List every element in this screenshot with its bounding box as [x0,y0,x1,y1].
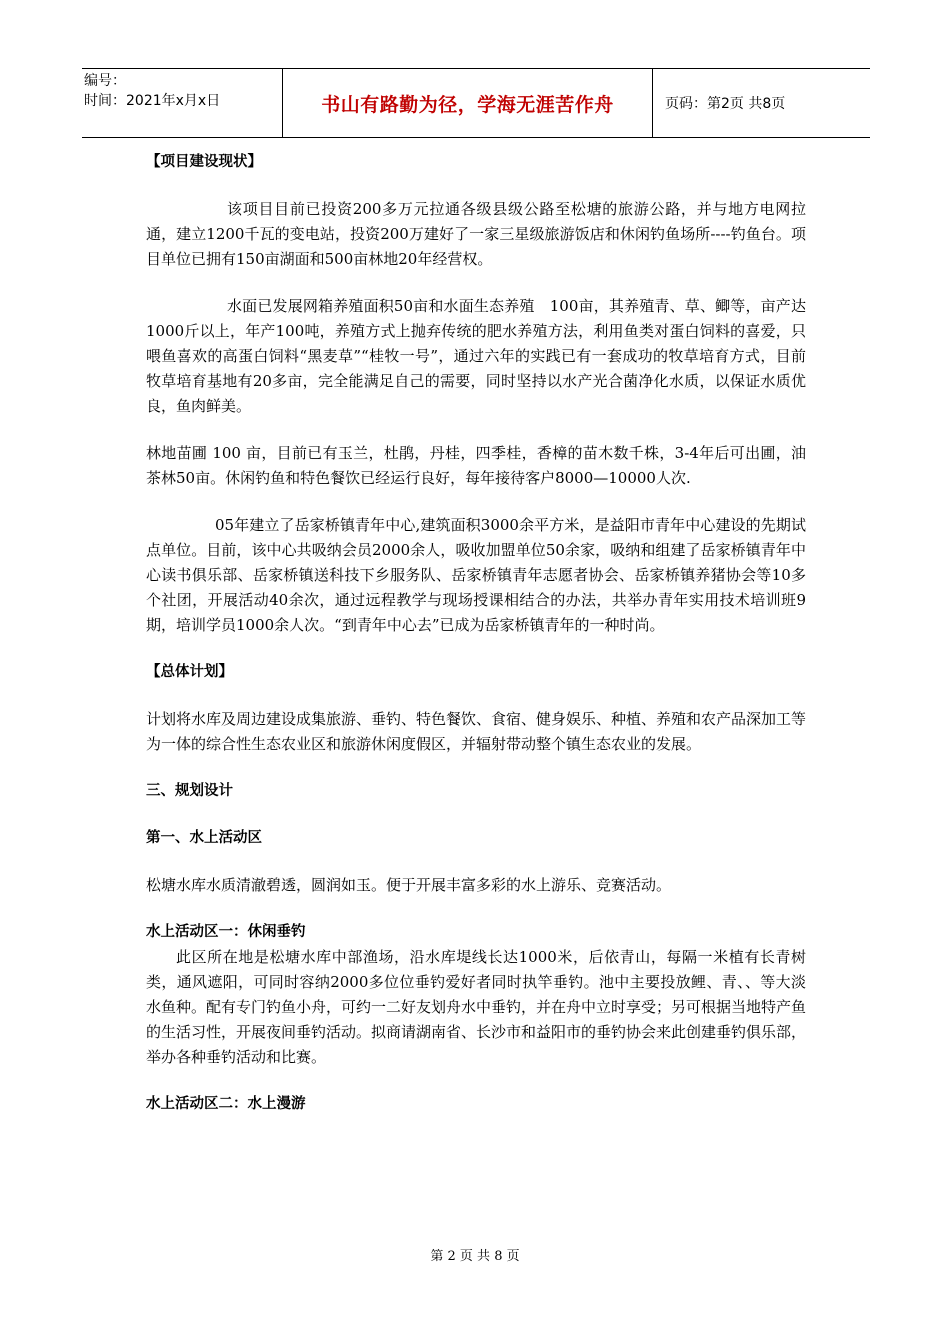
page-label: 页码：第2页 共8页 [665,96,786,112]
paragraph-aquaculture: 水面已发展网箱养殖面积50亩和水面生态养殖 100亩，其养殖青、草、鲫等，亩产达1000斤以上，年产100吨，养殖方式上抛弃传统的肥水养殖方法，利用鱼类对蛋白饲料的喜爱，只喂鱼喜欢的高蛋白饲料“黑麦草”“桂牧一号”，通过六年的实践已有一套成功的牧草培育方式，目前牧草培育基地有20多亩，完全能满足自己的需要，同时坚持以水产光合菌净化水质，以保证水质优良，鱼肉鲜美。 [146,297,806,415]
header-page-cell [653,69,870,137]
footer-page-number: 第 2 页 共 8 页 [430,1249,520,1264]
document-body [146,150,806,1117]
page-footer [0,1245,950,1264]
header-motto-cell [283,69,653,137]
heading-design: 三、规划设计 [146,783,233,799]
paragraph-fishing: 此区所在地是松塘水库中部渔场，沿水库堤线长达1000米，后依青山，每隔一米植有长青树类，通风遮阳，可同时容纳2000多位位垂钓爱好者同时执竿垂钓。池中主要投放鲤、青、、等大淡水鱼种。配有专门钓鱼小舟，可约一二好友划舟水中垂钓，并在舟中立时享受；另可根据当地特产鱼的生活习性，开展夜间垂钓活动。拟商请湖南省、长沙市和益阳市的垂钓协会来此创建垂钓俱乐部，举办各种垂钓活动和比赛。 [146,948,807,1066]
heading-fishing-zone: 水上活动区一：休闲垂钓 [146,924,306,940]
paragraph-investment: 该项目目前已投资200多万元拉通各级县级公路至松塘的旅游公路，并与地方电网拉通，建立1200千瓦的变电站，投资200万建好了一家三星级旅游饭店和休闲钓鱼场所----钓鱼台。项目单位已拥有150亩湖面和500亩林地20年经营权。 [146,200,806,268]
paragraph-water-quality: 松塘水库水质清澈碧透，圆润如玉。便于开展丰富多彩的水上游乐、竞赛活动。 [146,876,672,894]
header-meta-cell [82,69,283,137]
heading-water-zone: 第一、水上活动区 [146,830,262,846]
paragraph-youth-center: 05年建立了岳家桥镇青年中心,建筑面积3000余平方米，是益阳市青年中心建设的先期试点单位。目前，该中心共吸纳会员2000余人，吸收加盟单位50余家，吸纳和组建了岳家桥镇青年中心读书俱乐部、岳家桥镇送科技下乡服务队、岳家桥镇青年志愿者协会、岳家桥镇养猪协会等10多个社团，开展活动40余次，通过远程教学与现场授课相结合的办法，共举办青年实用技术培训班9期，培训学员1000余人次。“到青年中心去”已成为岳家桥镇青年的一种时尚。 [146,516,806,634]
heading-project-status: 【项目建设现状】 [146,154,262,170]
document-header [82,68,870,138]
heading-overall-plan: 【总体计划】 [146,664,233,680]
heading-water-tour-zone: 水上活动区二：水上漫游 [146,1096,306,1112]
number-label: 编号： [84,73,126,89]
motto: 书山有路勤为径，学海无涯苦作舟 [321,93,614,116]
time-label: 时间：2021年x月x日 [84,93,221,109]
paragraph-plan: 计划将水库及周边建设成集旅游、垂钓、特色餐饮、食宿、健身娱乐、种植、养殖和农产品深加工等为一体的综合性生态农业区和旅游休闲度假区，并辐射带动整个镇生态农业的发展。 [146,710,807,753]
paragraph-nursery: 林地苗圃 100 亩，目前已有玉兰，杜鹃，丹桂，四季桂，香樟的苗木数千株，3-4年后可出圃，油茶林50亩。休闲钓鱼和特色餐饮已经运行良好，每年接待客户8000—10000人次. [146,444,806,487]
